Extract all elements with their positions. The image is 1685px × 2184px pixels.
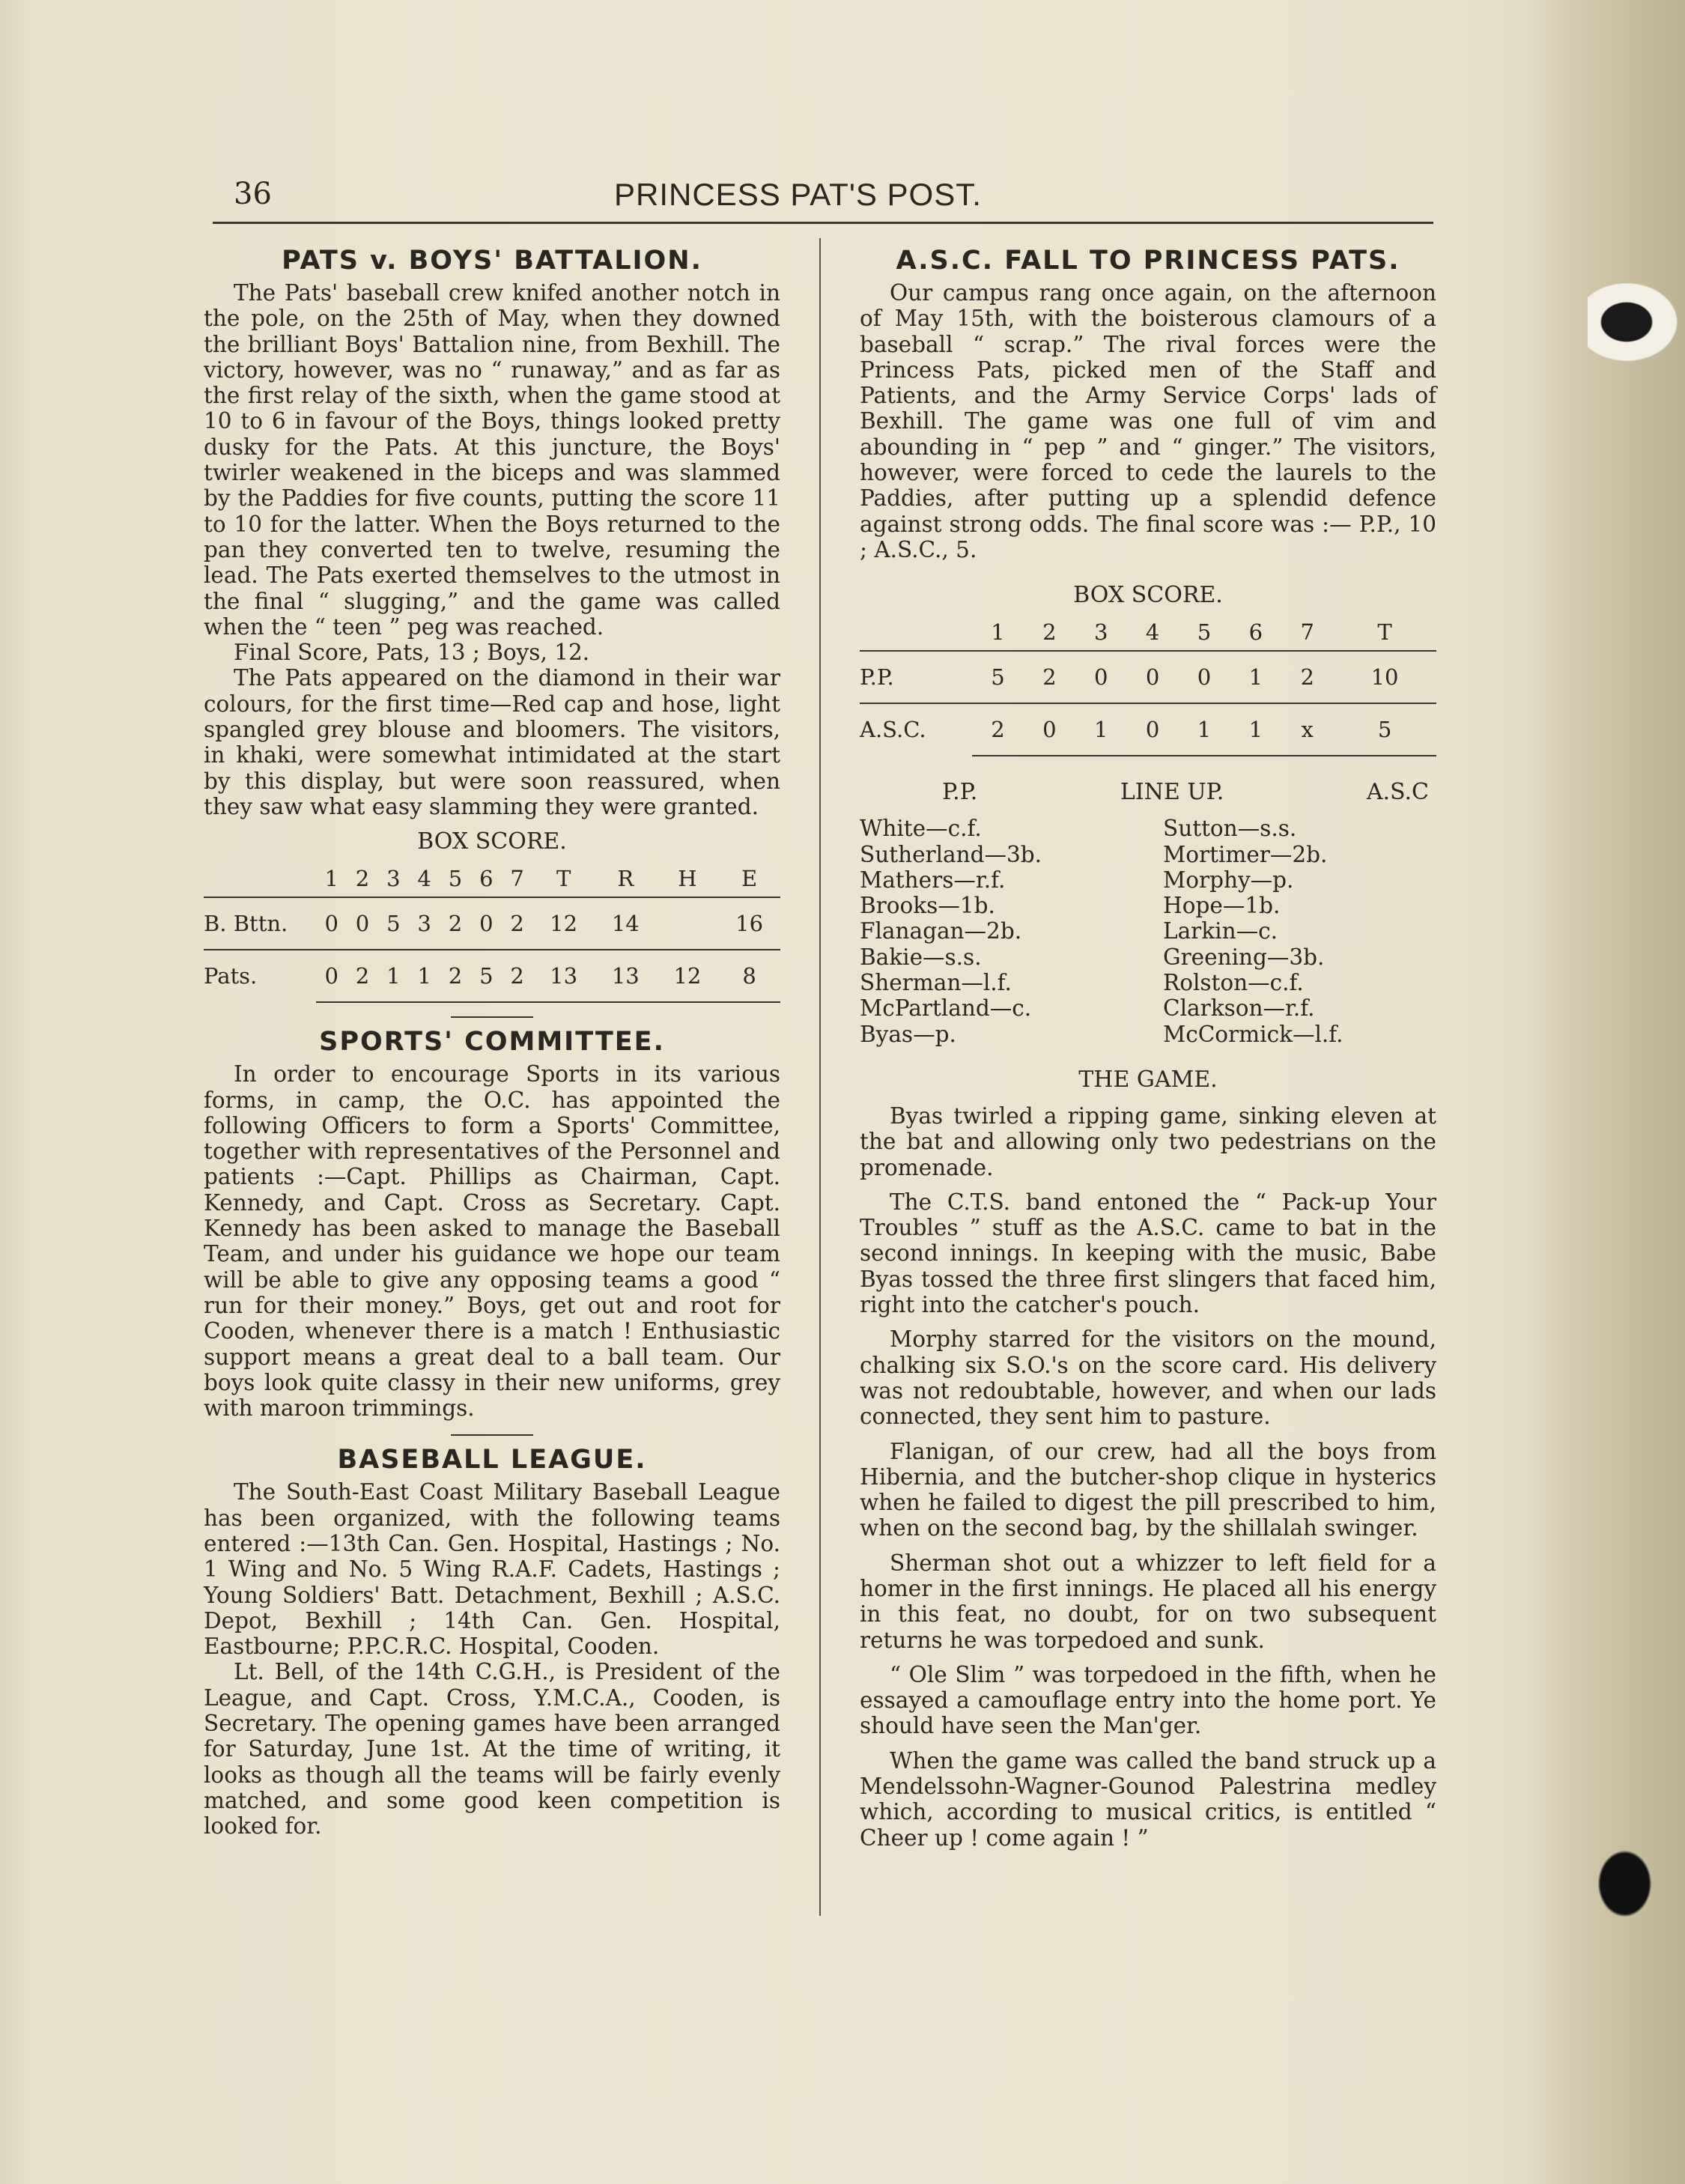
table-row (860, 651, 1436, 703)
list-item: Morphy—p. (1163, 867, 1294, 893)
inning-header: 3 (386, 866, 401, 892)
article-paragraph: “ Ole Slim ” was torpedoed in the fifth, when he essayed a camouflage entry into the home port. Ye should have seen the Man'ger. (860, 1661, 1436, 1739)
section-divider (451, 1016, 533, 1018)
score-cell: 12 (657, 950, 719, 1001)
score-cell: 2 (972, 703, 1024, 755)
paper-damage (1588, 1827, 1670, 1940)
article-paragraph: Byas twirled a ripping game, sinking eleven at the bat and allowing only two pedestrians on the promenade. (860, 1102, 1436, 1180)
list-item: Sutherland—3b. (860, 841, 1042, 867)
list-item: McPartland—c. (860, 995, 1032, 1022)
article-paragraph: Our campus rang once again, on the afternoon of May 15th, with the boisterous clamours of a baseball “ scrap.” The rival forces were the Princess Pats, picked men of the Staff and Patients, and the Army Service Corps' lads of Bexhill. The game was one full of vim and abounding in “ pep ” and “ ginger.” The visitors, however, were forced to cede the laurels to the Paddies, after putting up a splendid defence against strong odds. The final score was :— P.P., 10 ; A.S.C., 5. (860, 280, 1436, 562)
list-item: Mathers—r.f. (860, 867, 1006, 893)
list-item: Byas—p. (860, 1021, 956, 1047)
score-cell: 2 (347, 950, 377, 1001)
score-cell: 0 (471, 897, 502, 950)
lineup-team-label: P.P. (942, 779, 978, 806)
article-paragraph: Morphy starred for the visitors on the mound, chalking six S.O.'s on the score card. His delivery was not redoubtable, however, and when our lads connected, they sent him to pasture. (860, 1326, 1436, 1430)
score-cell: 1 (378, 950, 409, 1001)
article-paragraph: The South-East Coast Military Baseball League has been organized, with the following teams entered :—13th Can. Gen. Hospital, Hastings ; No. 1 Wing and No. 5 Wing R.A.F. Cadets, Hastings ; Young Soldiers' Batt. Detachment, Bexhill ; A.S.C. Depot, Bexhill ; 14th Can. Gen. Hospital, Eastbourne; P.P.C.R.C. Hospital, Cooden. (204, 1479, 780, 1660)
article-paragraph: In order to encourage Sports in its various forms, in camp, the O.C. has appointed the following Officers to form a Sports' Committee, together with representatives of the Personnel and patients :—Capt. Phillips as Chairman, Capt. Kennedy, and Capt. Cross as Secretary. Capt. Kennedy has been asked to manage the Baseball Team, and under his guidance we hope our team will be able to give any opposing teams a good “ run for their money.” Boys, get out and root for Cooden, whenever there is a match ! Enthusiastic support means a great deal to a ball team. Our boys look quite classy in their new uniforms, grey with maroon trimmings. (204, 1061, 780, 1422)
page-title: PRINCESS PAT'S POST. (614, 177, 982, 212)
inning-header: 2 (355, 866, 370, 892)
score-cell: 1 (1179, 703, 1230, 755)
score-cell: 1 (1230, 651, 1281, 703)
paper-damage (1588, 277, 1685, 367)
article-paragraph: When the game was called the band struck up a Mendelssohn-Wagner-Gounod Palestrina medley which, according to musical critics, is entitled “ Cheer up ! come again ! ” (860, 1747, 1436, 1851)
article-paragraph: Sherman shot out a whizzer to left field for a homer in the first innings. He placed all his energy in this feat, no doubt, for on two subsequent returns he was torpedoed and sunk. (860, 1550, 1436, 1653)
score-cell: 2 (502, 897, 532, 950)
list-item: Hope—1b. (1163, 893, 1281, 919)
article-title: PATS v. BOYS' BATTALION. (282, 246, 702, 276)
lineup-list (860, 816, 1436, 1047)
box-score-table (204, 861, 780, 1001)
score-cell: 0 (1127, 703, 1179, 755)
list-item: Bakie—s.s. (860, 944, 982, 970)
article-title: BASEBALL LEAGUE. (337, 1445, 647, 1475)
score-cell: 2 (1024, 651, 1075, 703)
lineup-title: LINE UP. (1120, 779, 1224, 806)
list-item: Clarkson—r.f. (1163, 995, 1315, 1022)
score-cell: 10 (1333, 651, 1436, 703)
table-rule (316, 1001, 780, 1003)
inning-header: 7 (1300, 619, 1314, 646)
table-row (204, 950, 780, 1001)
list-item: Brooks—1b. (860, 893, 995, 919)
article-paragraph: The Pats appeared on the diamond in their war colours, for the first time—Red cap and hose, light spangled grey blouse and bloomers. The visitors, in khaki, were somewhat intimidated at the start by this display, but were soon reassured, when they saw what easy slamming they were granted. (204, 665, 780, 819)
score-cell: 3 (409, 897, 440, 950)
score-cell: 5 (378, 897, 409, 950)
list-item: Larkin—c. (1163, 918, 1278, 944)
list-item: White—c.f. (860, 816, 982, 842)
right-column (860, 246, 1436, 1851)
article-paragraph: Flanigan, of our crew, had all the boys from Hibernia, and the butcher-shop clique in hysterics when he failed to digest the pill prescribed to him, when on the second bag, by the shillalah swinger. (860, 1438, 1436, 1541)
score-cell: 12 (532, 897, 595, 950)
inning-header: 5 (448, 866, 463, 892)
column-divider (819, 238, 821, 1916)
total-header: E (741, 866, 758, 892)
list-item: Sherman—l.f. (860, 970, 1012, 996)
box-score-heading: BOX SCORE. (1073, 582, 1223, 609)
inning-header: 6 (1248, 619, 1263, 646)
list-item: Sutton—s.s. (1163, 816, 1297, 842)
team-label: Pats. (204, 950, 316, 1001)
score-cell: 1 (409, 950, 440, 1001)
list-item: Greening—3b. (1163, 944, 1325, 970)
table-rule (972, 755, 1436, 756)
score-cell: 5 (1333, 703, 1436, 755)
table-row (204, 897, 780, 950)
score-cell: 5 (972, 651, 1024, 703)
inning-header: 3 (1093, 619, 1108, 646)
score-cell: 1 (1075, 703, 1127, 755)
box-score-heading: BOX SCORE. (417, 828, 567, 855)
article-paragraph: The C.T.S. band entoned the “ Pack-up Your Troubles ” stuff as the A.S.C. came to bat in the second innings. In keeping with the music, Babe Byas tossed the three first slingers that faced him, right into the catcher's pouch. (860, 1189, 1436, 1318)
table-row (860, 703, 1436, 755)
score-cell (657, 897, 719, 950)
score-cell: 13 (595, 950, 657, 1001)
team-label: A.S.C. (860, 703, 972, 755)
list-item: Mortimer—2b. (1163, 841, 1328, 867)
score-cell: 0 (1075, 651, 1127, 703)
score-cell: 16 (718, 897, 780, 950)
left-column (204, 246, 780, 1839)
score-cell: 0 (316, 950, 347, 1001)
inning-header: 1 (324, 866, 338, 892)
list-item: Rolston—c.f. (1163, 970, 1304, 996)
article-title: A.S.C. FALL TO PRINCESS PATS. (896, 246, 1400, 276)
score-cell: 2 (440, 897, 470, 950)
score-cell: 0 (1127, 651, 1179, 703)
inning-header: 7 (510, 866, 524, 892)
game-heading: THE GAME. (1078, 1066, 1218, 1093)
score-cell: 14 (595, 897, 657, 950)
total-header: T (1377, 619, 1392, 646)
list-item: McCormick—l.f. (1163, 1021, 1344, 1047)
score-cell: 1 (1230, 703, 1281, 755)
score-cell: 5 (471, 950, 502, 1001)
lineup-header (860, 779, 1436, 805)
section-divider (451, 1434, 533, 1436)
score-cell: 0 (347, 897, 377, 950)
score-cell: 0 (1179, 651, 1230, 703)
team-label: P.P. (860, 651, 972, 703)
inning-header: 5 (1197, 619, 1212, 646)
score-cell: x (1281, 703, 1333, 755)
inning-header: 4 (417, 866, 431, 892)
inning-header: 6 (479, 866, 494, 892)
article-title: SPORTS' COMMITTEE. (319, 1027, 665, 1058)
list-item: Flanagan—2b. (860, 918, 1022, 944)
article-paragraph: Lt. Bell, of the 14th C.G.H., is President of the League, and Capt. Cross, Y.M.C.A., Cooden, is Secretary. The opening games have been arranged for Saturday, June 1st. At the time of writing, it looks as though all the teams will be fairly evenly matched, and some good keen competition is looked for. (204, 1659, 780, 1839)
score-cell: 8 (718, 950, 780, 1001)
page-number: 36 (234, 177, 272, 211)
score-cell: 13 (532, 950, 595, 1001)
team-label: B. Bttn. (204, 897, 316, 950)
score-cell: 0 (316, 897, 347, 950)
box-score-table (860, 614, 1436, 755)
inning-header: 2 (1042, 619, 1057, 646)
lineup-team-label: A.S.C (1366, 779, 1429, 806)
total-header: H (678, 866, 697, 892)
inning-header: 4 (1145, 619, 1160, 646)
lineup-column-pp (860, 816, 1163, 1047)
article-paragraph: Final Score, Pats, 13 ; Boys, 12. (234, 640, 590, 666)
score-cell: 2 (440, 950, 470, 1001)
total-header: R (617, 866, 634, 892)
score-cell: 0 (1024, 703, 1075, 755)
inning-header: 1 (991, 619, 1005, 646)
score-cell: 2 (502, 950, 532, 1001)
total-header: T (556, 866, 571, 892)
lineup-column-asc (1163, 816, 1436, 1047)
header-rule (213, 222, 1433, 224)
article-paragraph: The Pats' baseball crew knifed another notch in the pole, on the 25th of May, when they downed the brilliant Boys' Battalion nine, from Bexhill. The victory, however, was no “ runaway,” and as far as the first relay of the sixth, when the game stood at 10 to 6 in favour of the Boys, things looked pretty dusky for the Pats. At this juncture, the Boys' twirler weakened in the biceps and was slammed by the Paddies for five counts, putting the score 11 to 10 for the latter. When the Boys returned to the pan they converted ten to twelve, resuming the lead. The Pats exerted themselves to the utmost in the final “ slugging,” and the game was called when the “ teen ” peg was reached. (204, 280, 780, 640)
score-cell: 2 (1281, 651, 1333, 703)
